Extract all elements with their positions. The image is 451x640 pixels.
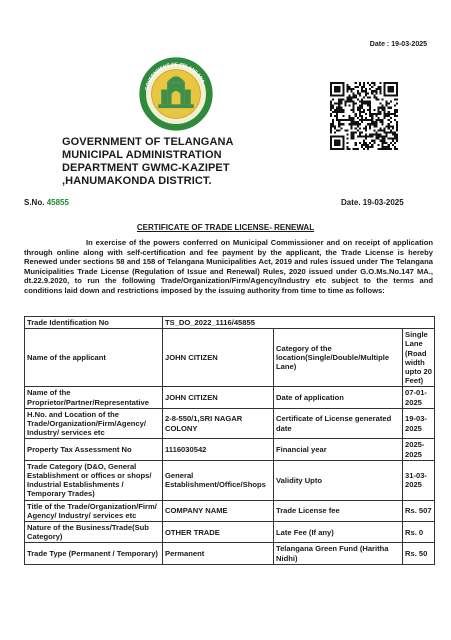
field-value: 1116030542 [163, 439, 274, 460]
field-value: Single Lane (Road width upto 20 Feet) [403, 329, 435, 387]
department-line-3: DEPARTMENT GWMC-KAZIPET [62, 162, 230, 174]
field-label: Financial year [274, 439, 403, 460]
field-label: Certificate of License generated date [274, 408, 403, 439]
field-label: Property Tax Assessment No [25, 439, 163, 460]
table-row [25, 522, 435, 543]
field-value: General Establishment/Office/Shops [163, 460, 274, 500]
field-label: Category of the location(Single/Double/Multiple Lane) [274, 329, 403, 387]
table-row [25, 317, 435, 329]
field-label: Validity Upto [274, 460, 403, 500]
serial-label: S.No. [24, 198, 45, 207]
field-value: 19-03-2025 [403, 408, 435, 439]
trade-id-label: Trade Identification No [25, 317, 163, 329]
field-label: Trade License fee [274, 500, 403, 521]
table-row [25, 408, 435, 439]
telangana-emblem [139, 57, 213, 131]
field-label: Trade Type (Permanent / Temporary) [25, 543, 163, 564]
table-row [25, 329, 435, 387]
table-row [25, 460, 435, 500]
trade-id-value: TS_DO_2022_1116/45855 [163, 317, 435, 329]
qr-code [330, 82, 398, 150]
license-details-table [24, 316, 435, 565]
serial-value: 45855 [46, 198, 69, 207]
table-row [25, 439, 435, 460]
serial-number [24, 198, 69, 207]
field-label: Name of the applicant [25, 329, 163, 387]
field-label: Title of the Trade/Organization/Firm/ Agency/ Industry/ services etc [25, 500, 163, 521]
table-row [25, 500, 435, 521]
table-row [25, 543, 435, 564]
field-label: Date of application [274, 387, 403, 408]
field-value: Permanent [163, 543, 274, 564]
field-label: Name of the Proprietor/Partner/Representative [25, 387, 163, 408]
emblem-ring-text: GOVERNMENT OF TELANGANA [145, 62, 205, 91]
field-value: 31-03-2025 [403, 460, 435, 500]
field-value: JOHN CITIZEN [163, 387, 274, 408]
table-row [25, 387, 435, 408]
issue-date: Date. 19-03-2025 [341, 198, 404, 207]
field-value: JOHN CITIZEN [163, 329, 274, 387]
field-label: Late Fee (If any) [274, 522, 403, 543]
field-label: Trade Category (D&O, General Establishment or offices or shops/ Industrial Establishments / Temporary Trades) [25, 460, 163, 500]
field-value: 2025-2025 [403, 439, 435, 460]
field-value: 2-8-550/1,SRI NAGAR COLONY [163, 408, 274, 439]
field-value: Rs. 507 [403, 500, 435, 521]
field-value: Rs. 0 [403, 522, 435, 543]
certificate-paragraph: In exercise of the powers conferred on Municipal Commissioner and on receipt of application through online along with self-certification and fee payment by the applicant, the Trade License is hereby Renewed under sections 58 and 158 of Telangana Municipalities Act, 2019 and rules issued under The Telangana Municipalities Trade License (Regulation of Issue and Renewal) Rules, 2020 issued under G.O.Ms.No.147 MA., dt.22.9.2020, to run the following Trade/Organization/Firm/Agency/Industry etc subject to the terms and conditions laid down and restrictions imposed by the issuing authority from time to time as follows: [24, 238, 433, 295]
department-line-1: GOVERNMENT OF TELANGANA [62, 136, 234, 148]
department-line-4: ,HANUMAKONDA DISTRICT. [62, 175, 212, 187]
department-heading [62, 136, 234, 188]
field-label: Nature of the Business/Trade(Sub Category) [25, 522, 163, 543]
field-label: H.No. and Location of the Trade/Organization/Firm/Agency/ Industry/ services etc [25, 408, 163, 439]
field-value: OTHER TRADE [163, 522, 274, 543]
field-value: COMPANY NAME [163, 500, 274, 521]
certificate-title: CERTIFICATE OF TRADE LICENSE- RENEWAL [136, 223, 315, 232]
field-value: Rs. 50 [403, 543, 435, 564]
field-label: Telangana Green Fund (Haritha Nidhi) [274, 543, 403, 564]
field-value: 07-01-2025 [403, 387, 435, 408]
header-date: Date : 19-03-2025 [369, 41, 427, 48]
department-line-2: MUNICIPAL ADMINISTRATION [62, 149, 222, 161]
